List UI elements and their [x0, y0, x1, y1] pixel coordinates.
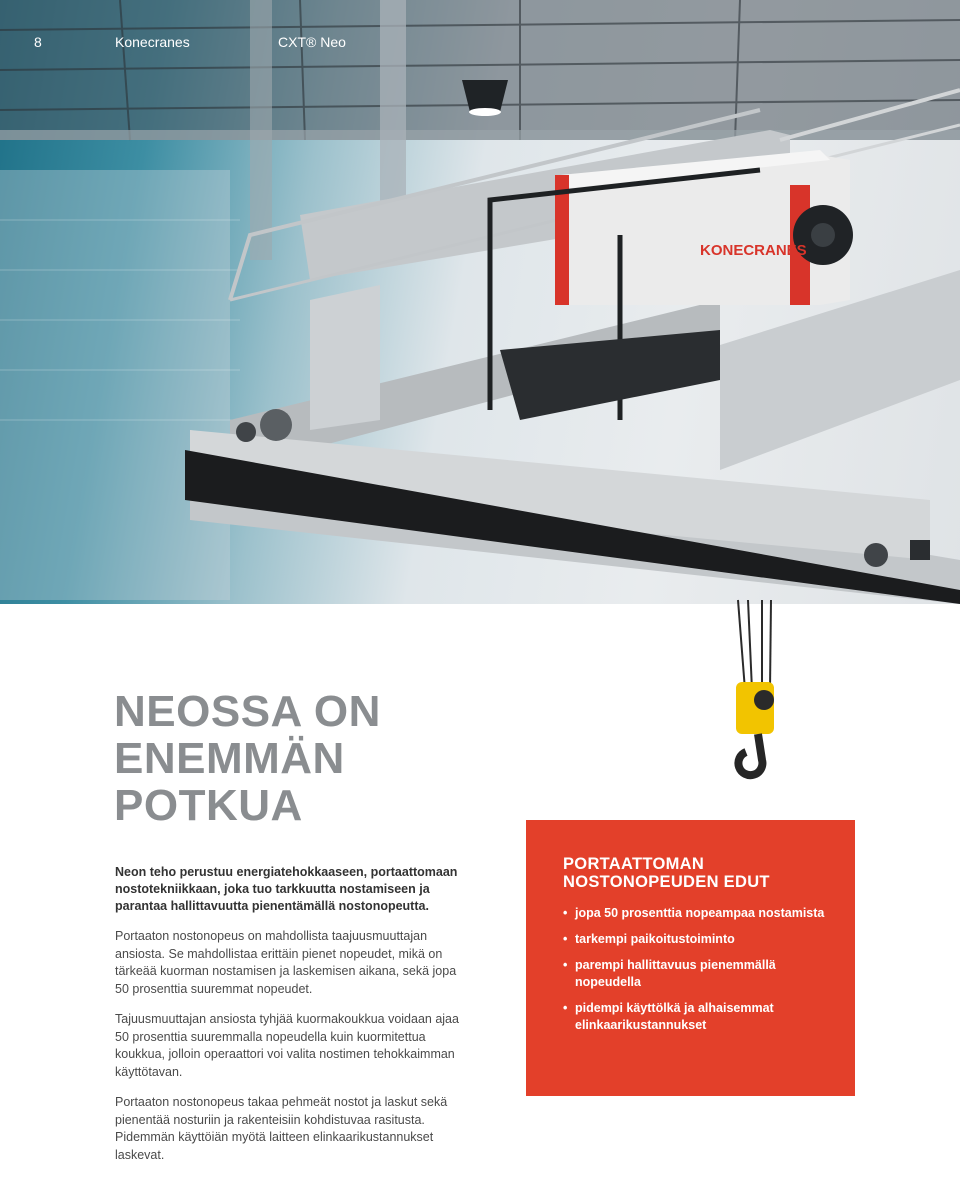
body-paragraph: Tajuusmuuttajan ansiosta tyhjää kuormakoukkua voidaan ajaa 50 prosenttia suuremmalla nopeudella kuin kuormitettua koukkua, jolloin operaattori voi valita nostimen tehokkaimman käyttötavan. — [115, 1012, 459, 1079]
product-name: CXT® Neo — [278, 34, 346, 50]
benefit-item: • jopa 50 prosenttia nopeampaa nostamista — [563, 905, 833, 922]
headline-line: NEOSSA ON — [114, 687, 381, 736]
headline-line: POTKUA — [114, 781, 303, 830]
benefit-item: • pidempi käyttölkä ja alhaisemmat elinkaarikustannukset — [563, 1000, 833, 1034]
benefits-box — [526, 820, 855, 1096]
crane-logo: KONECRANES — [700, 242, 807, 259]
body-paragraph: Portaaton nostonopeus takaa pehmeät nostot ja laskut sekä pienentää nosturiin ja rakenteisiin kohdistuvaa rasitusta. Pidemmän käyttöiän myötä laitteen elinkaarikustannukset laskevat. — [115, 1095, 448, 1162]
benefits-title-line: PORTAATTOMAN — [563, 855, 705, 873]
benefits-title-line: NOSTONOPEUDEN EDUT — [563, 873, 770, 891]
lead-paragraph: Neon teho perustuu energiatehokkaaseen, portaattomaan nostotekniikkaan, joka tuo tarkkuutta nostamiseen ja parantaa hallittavuutta pienentämällä nostonopeutta. — [115, 865, 458, 913]
benefits-title — [563, 855, 770, 891]
benefits-list — [563, 905, 833, 1043]
page-number: 8 — [34, 34, 42, 50]
benefit-item: • parempi hallittavuus pienemmällä nopeudella — [563, 957, 833, 991]
brand-name: Konecranes — [115, 34, 190, 50]
benefit-item: • tarkempi paikoitustoiminto — [563, 931, 833, 948]
running-header — [0, 34, 960, 54]
body-text-column — [115, 864, 460, 1177]
page-headline — [114, 688, 381, 829]
body-paragraph: Portaaton nostonopeus on mahdollista taajuusmuuttajan ansiosta. Se mahdollistaa erittäin pienet nopeudet, mikä on tärkeää kuorman nostamisen ja laskemisen aikana, sekä jopa 50 prosenttia suuremmat nopeudet. — [115, 929, 457, 996]
headline-line: ENEMMÄN — [114, 734, 345, 783]
